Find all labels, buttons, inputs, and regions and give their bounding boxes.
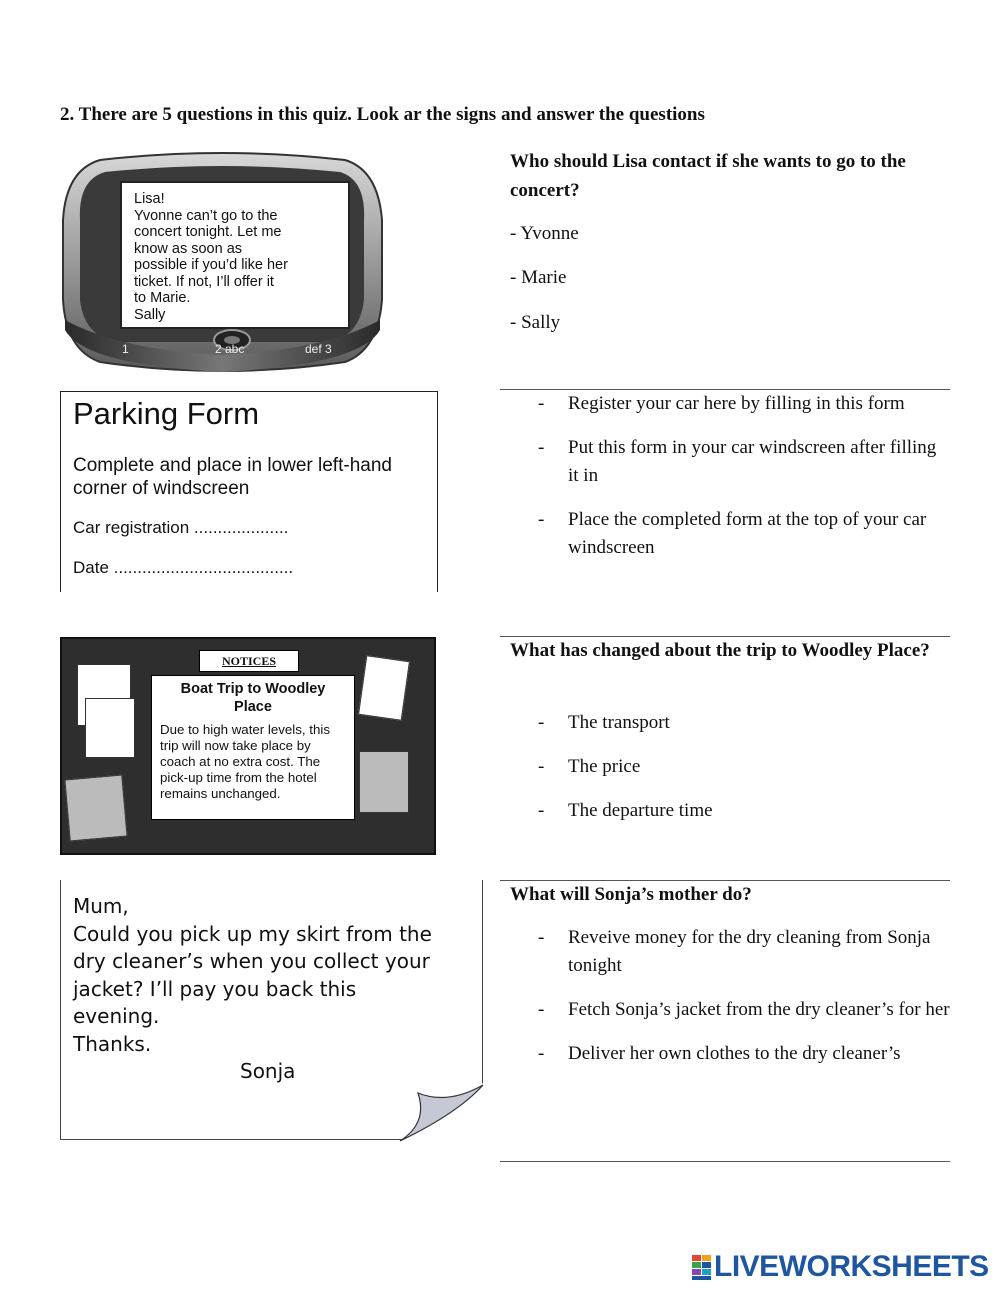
logo-text: LIVEWORKSHEETS [714,1250,989,1283]
divider [500,1161,950,1162]
q4-option-2[interactable]: - Fetch Sonja’s jacket from the dry cleaner’s for her [538,999,950,1020]
sms-line: to Marie. [134,290,191,306]
q1-option-sally[interactable]: - Sally [510,312,561,333]
q1-option-yvonne[interactable]: - Yvonne [510,223,579,244]
sms-line: Lisa! [134,191,165,207]
key-2: 2 abc [215,342,245,356]
logo-badge-icon [692,1255,712,1281]
notice-body: Due to high water levels, this trip will now take place by coach at no extra cost. The pick-up time from the hotel remains unchanged. [160,722,330,801]
q2-option-1[interactable]: - Register your car here by filling in this form [538,393,905,414]
phone-screen [120,181,350,329]
sms-line: Yvonne can’t go to the [134,207,278,224]
pinned-paper [359,751,409,813]
question-4: What will Sonja’s mother do? [510,884,752,905]
q2-option-2[interactable]: - Put this form in your car windscreen after filling it in [538,437,937,486]
question-3: What has changed about the trip to Woodley Place? [510,640,930,661]
note-line: Thanks. [73,1031,152,1056]
note-line: Mum, [73,894,129,918]
q2-option-3[interactable]: - Place the completed form at the top of your car windscreen [538,509,927,558]
parking-field-date: Date ...................................... [73,558,294,577]
quiz-instructions: 2. There are 5 questions in this quiz. Look ar the signs and answer the questions [60,104,705,125]
q3-option-transport[interactable]: - The transport [538,712,670,733]
notice-title: Boat Trip to Woodley Place [180,681,326,715]
note-text [73,893,432,1086]
note-line: jacket? I’ll pay you back this [73,976,357,1001]
q4-options [510,924,950,1084]
q3-option-price[interactable]: - The price [538,756,641,777]
q4-option-1[interactable]: - Reveive money for the dry cleaning from Sonja tonight [538,927,931,976]
pinned-paper [85,698,135,758]
sms-line: know as soon as [134,240,243,257]
q4-option-3[interactable]: - Deliver her own clothes to the dry cleaner’s [538,1043,901,1064]
boat-trip-notice [151,675,355,820]
page-curl-graphic [398,1083,484,1143]
note-line: dry cleaner’s when you collect your [73,949,430,973]
q3-options [510,709,950,841]
sms-line: Sally [134,306,166,323]
question-1: Who should Lisa contact if she wants to go to the concert? [510,151,906,201]
key-3: def 3 [305,342,332,356]
sms-line: concert tonight. Let me [134,224,282,240]
notices-label: NOTICES [199,650,299,672]
parking-field-registration: Car registration .................... [73,518,289,537]
pinned-paper [64,775,127,842]
sms-line: possible if you’d like her [134,257,288,273]
q2-options [510,390,950,578]
sms-line: ticket. If not, I’ll offer it [134,273,274,290]
note-signature: Sonja [240,1059,296,1083]
parking-form-sign [60,391,438,592]
key-1: 1 [122,342,129,356]
parking-form-title: Parking Form [73,396,260,431]
note-line: Could you pick up my skirt from the [73,921,432,946]
note-line: evening. [73,1004,160,1028]
pinned-paper [358,655,410,721]
q3-option-departure-time[interactable]: - The departure time [538,800,713,821]
parking-form-instructions: Complete and place in lower left-hand corner of windscreen [73,455,392,499]
q1-option-marie[interactable]: - Marie [510,267,567,288]
